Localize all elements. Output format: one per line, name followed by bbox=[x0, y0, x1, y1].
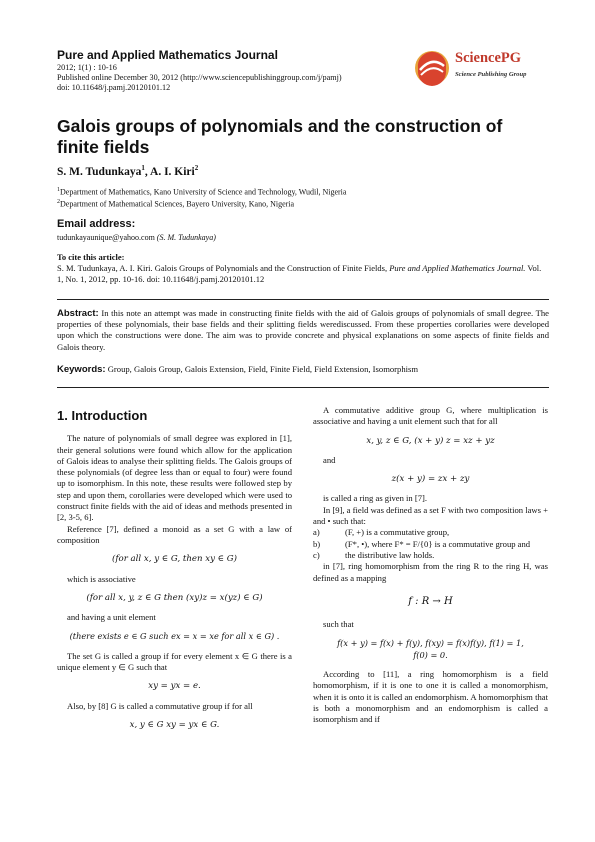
sciencepg-logo-icon bbox=[412, 48, 452, 88]
equation-mapping: f : R → H bbox=[408, 595, 453, 607]
list-item bbox=[313, 539, 548, 550]
logo-subtitle: Science Publishing Group bbox=[455, 71, 527, 78]
divider-bottom bbox=[57, 387, 549, 388]
right-paragraph-2: and bbox=[323, 454, 336, 465]
equation-homomorphism-zero: f(0) = 0. bbox=[413, 649, 448, 660]
divider-top bbox=[57, 299, 549, 300]
list-item-label: c) bbox=[313, 549, 320, 560]
abstract-text: In this note an attempt was made in constructing finite fields with the aid of Galois groups of polynomials of small degree. The properties of these polynomials, their base fields and their splitting fields werediscussed. From these properties corollaries were developed upon which the constructions were done. The aim was to provide concrete and physical explanations on some aspects of finite fields and Galois theory. bbox=[57, 308, 549, 352]
equation-homomorphism: f(x + y) = f(x) + f(y), f(xy) = f(x)f(y), f(1) = 1, bbox=[337, 638, 524, 649]
affiliation-2-text: Department of Mathematical Sciences, Bayero University, Kano, Nigeria bbox=[60, 199, 295, 209]
citation-rest: Vol. 1, No. 1, 2012, pp. 10-16. doi: 10.11648/j.pamj.20120101.12 bbox=[57, 263, 542, 284]
author-1: S. M. Tudunkaya bbox=[57, 165, 142, 178]
author-2-sup: 2 bbox=[194, 164, 199, 172]
right-paragraph-3: is called a ring as given in [7]. bbox=[323, 493, 428, 504]
keywords-label: Keywords: bbox=[57, 364, 106, 375]
author-separator: , bbox=[144, 165, 151, 178]
author-2: A. I. Kiri bbox=[150, 165, 195, 178]
left-column bbox=[57, 410, 292, 739]
keywords-text: Group, Galois Group, Galois Extension, Field, Finite Field, Field Extension, Isomorphism bbox=[105, 364, 419, 374]
list-item bbox=[313, 550, 548, 561]
affiliation-2 bbox=[57, 199, 294, 209]
list-item bbox=[313, 527, 548, 538]
list-item-text: (F, +) is a commutative group, bbox=[345, 527, 450, 538]
journal-name: Pure and Applied Mathematics Journal bbox=[57, 48, 278, 62]
equation-distributive-2: z(x + y) = zx + zy bbox=[391, 474, 470, 485]
email-owner: (S. M. Tudunkaya) bbox=[154, 233, 216, 242]
intro-paragraph-2: Reference [7], defined a monoid as a set G with a law of composition bbox=[57, 523, 292, 545]
journal-published: Published online December 30, 2012 (http://www.sciencepublishinggroup.com/j/pamj) bbox=[57, 73, 342, 82]
list-item-text: the distributive law holds. bbox=[345, 549, 435, 560]
right-column bbox=[313, 405, 548, 726]
list-item-label: b) bbox=[313, 538, 321, 549]
intro-paragraph-1: The nature of polynomials of small degree was explored in [1], their general solutions were found which allow for the application of Galois ideas to analyse their splitting fields. The Galois groups of these polynomials (of degree less than or equal to four) were found up to isomorphism. In this note, these results were followed step by step and upon them, corollaries were developed which were used to construct finite fields with the aid of ideas and methods presented in [2, 3-5, 6]. bbox=[57, 433, 292, 523]
affiliation-2-sup: 2 bbox=[57, 199, 60, 205]
keywords bbox=[57, 364, 549, 375]
equation-distributive-1: x, y, z ∈ G, (x + y) z = xz + yz bbox=[366, 435, 495, 446]
author-list bbox=[57, 164, 198, 178]
right-paragraph-6: such that bbox=[323, 619, 354, 630]
equation-inverse: xy = yx = e. bbox=[148, 681, 201, 692]
right-paragraph-7: According to [11], a ring homomorphism is a field homomorphism, if it is one to one it is called a monomorphism, when it is onto it is called an endomorphism. A homomorphism that is both a monomorphism and an endomorphism is called a isomorphism and if bbox=[313, 669, 548, 725]
equation-commutative: x, y ∈ G xy = yx ∈ G. bbox=[129, 719, 220, 730]
intro-paragraph-6: Also, by [8] G is called a commutative group if for all bbox=[67, 700, 253, 711]
affiliation-1-sup: 1 bbox=[57, 187, 60, 193]
right-paragraph-5: in [7], ring homomorphism from the ring R to the ring H, was defined as a mapping bbox=[313, 561, 548, 583]
right-paragraph-1: A commutative additive group G, where multiplication is associative and having a unit element such that for all bbox=[313, 405, 548, 427]
equation-unit: (there exists e ∈ G such ex = x = xe for all x ∈ G) . bbox=[69, 631, 280, 642]
email-heading: Email address: bbox=[57, 218, 136, 230]
journal-doi: doi: 10.11648/j.pamj.20120101.12 bbox=[57, 83, 171, 92]
equation-closure: (for all x, y ∈ G, then xy ∈ G) bbox=[112, 554, 237, 565]
intro-paragraph-3: which is associative bbox=[67, 573, 136, 584]
citation-main: S. M. Tudunkaya, A. I. Kiri. Galois Groups of Polynomials and the Construction of Finite Fields, bbox=[57, 263, 390, 273]
equation-associative: (for all x, y, z ∈ G then (xy)z = x(yz) ∈ G) bbox=[86, 592, 263, 603]
paper-title: Galois groups of polynomials and the construction of finite fields bbox=[57, 116, 503, 157]
journal-volume: 2012; 1(1) : 10-16 bbox=[57, 63, 117, 72]
abstract bbox=[57, 308, 549, 353]
logo-text: SciencePG bbox=[455, 50, 522, 66]
author-1-sup: 1 bbox=[141, 164, 145, 172]
list-item-text: (F*, •), where F* = F/{0} is a commutative group and bbox=[345, 538, 531, 549]
citation-text bbox=[57, 263, 547, 285]
abstract-label: Abstract: bbox=[57, 308, 99, 319]
citation-journal: Pure and Applied Mathematics Journal. bbox=[389, 263, 526, 273]
right-paragraph-4: In [9], a field was defined as a set F with two composition laws + and • such that: bbox=[313, 504, 548, 527]
cite-heading: To cite this article: bbox=[57, 252, 125, 262]
affiliation-1-text: Department of Mathematics, Kano University of Science and Technology, Wudil, Nigeria bbox=[60, 187, 347, 197]
list-item-label: a) bbox=[313, 527, 320, 538]
intro-paragraph-5: The set G is called a group if for every element x ∈ G there is a unique element y ∈ G such that bbox=[57, 650, 292, 673]
intro-paragraph-4: and having a unit element bbox=[67, 612, 156, 623]
affiliation-1 bbox=[57, 187, 346, 197]
email-address[interactable]: tudunkayaunique@yahoo.com bbox=[57, 233, 155, 242]
email-line bbox=[57, 233, 216, 242]
section-heading-introduction: 1. Introduction bbox=[57, 408, 148, 423]
